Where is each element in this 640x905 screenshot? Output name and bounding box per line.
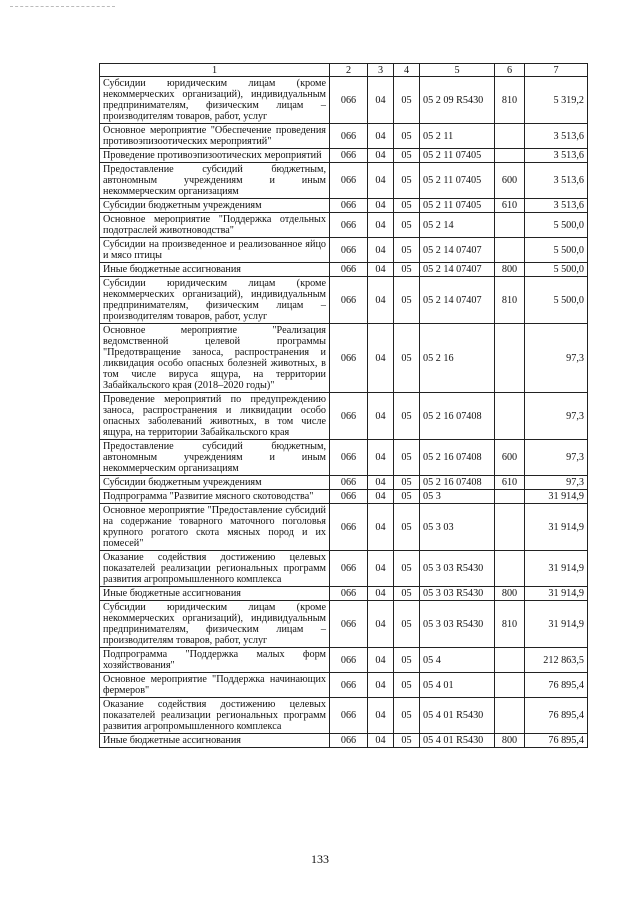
admin-code: 066 xyxy=(330,393,368,440)
amount: 3 513,6 xyxy=(525,149,588,163)
subsection-code: 05 xyxy=(394,124,420,149)
section-code: 04 xyxy=(368,124,394,149)
section-code: 04 xyxy=(368,476,394,490)
row-name: Проведение противоэпизоотических мероприятий xyxy=(100,149,330,163)
amount: 97,3 xyxy=(525,324,588,393)
subsection-code: 05 xyxy=(394,551,420,587)
target-article-code: 05 2 11 xyxy=(420,124,495,149)
subsection-code: 05 xyxy=(394,490,420,504)
section-code: 04 xyxy=(368,698,394,734)
section-code: 04 xyxy=(368,490,394,504)
amount: 5 319,2 xyxy=(525,77,588,124)
column-header: 2 xyxy=(330,64,368,77)
admin-code: 066 xyxy=(330,698,368,734)
target-article-code: 05 4 01 R5430 xyxy=(420,734,495,748)
target-article-code: 05 2 11 07405 xyxy=(420,149,495,163)
row-name: Субсидии бюджетным учреждениям xyxy=(100,476,330,490)
table-row xyxy=(100,490,588,504)
section-code: 04 xyxy=(368,587,394,601)
amount: 31 914,9 xyxy=(525,490,588,504)
expense-type-code xyxy=(495,490,525,504)
budget-table xyxy=(99,63,588,748)
section-code: 04 xyxy=(368,504,394,551)
expense-type-code xyxy=(495,551,525,587)
expense-type-code xyxy=(495,149,525,163)
amount: 97,3 xyxy=(525,440,588,476)
row-name: Субсидии юридическим лицам (кроме некоммерческих организаций), индивидуальным предпринимателям, физическим лицам – производителям товаров, работ, услуг xyxy=(100,77,330,124)
admin-code: 066 xyxy=(330,587,368,601)
expense-type-code: 800 xyxy=(495,734,525,748)
amount: 31 914,9 xyxy=(525,551,588,587)
subsection-code: 05 xyxy=(394,77,420,124)
admin-code: 066 xyxy=(330,199,368,213)
expense-type-code xyxy=(495,698,525,734)
amount: 3 513,6 xyxy=(525,199,588,213)
section-code: 04 xyxy=(368,238,394,263)
subsection-code: 05 xyxy=(394,440,420,476)
table-row xyxy=(100,504,588,551)
row-name: Основное мероприятие "Реализация ведомственной целевой программы "Предотвращение заноса, распространения и ликвидация особо опасных болезней животных, в том числе вируса ящура, на территории Забайкальского края (2018–2020 годы)" xyxy=(100,324,330,393)
subsection-code: 05 xyxy=(394,324,420,393)
row-name: Иные бюджетные ассигнования xyxy=(100,734,330,748)
column-header: 5 xyxy=(420,64,495,77)
section-code: 04 xyxy=(368,393,394,440)
amount: 212 863,5 xyxy=(525,648,588,673)
subsection-code: 05 xyxy=(394,277,420,324)
target-article-code: 05 2 14 07407 xyxy=(420,238,495,263)
row-name: Оказание содействия достижению целевых показателей реализации региональных программ развития агропромышленного комплекса xyxy=(100,698,330,734)
subsection-code: 05 xyxy=(394,263,420,277)
table-row xyxy=(100,587,588,601)
row-name: Субсидии на произведенное и реализованное яйцо и мясо птицы xyxy=(100,238,330,263)
subsection-code: 05 xyxy=(394,238,420,263)
table-row xyxy=(100,77,588,124)
table-row xyxy=(100,698,588,734)
table-body xyxy=(100,77,588,748)
expense-type-code xyxy=(495,213,525,238)
column-header: 4 xyxy=(394,64,420,77)
row-name: Оказание содействия достижению целевых показателей реализации региональных программ развития агропромышленного комплекса xyxy=(100,551,330,587)
expense-type-code xyxy=(495,324,525,393)
section-code: 04 xyxy=(368,324,394,393)
target-article-code: 05 2 14 07407 xyxy=(420,263,495,277)
target-article-code: 05 2 14 07407 xyxy=(420,277,495,324)
row-name: Предоставление субсидий бюджетным, автономным учреждениям и иным некоммерческим организациям xyxy=(100,163,330,199)
admin-code: 066 xyxy=(330,648,368,673)
admin-code: 066 xyxy=(330,149,368,163)
table-header-row xyxy=(100,64,588,77)
row-name: Проведение мероприятий по предупреждению заноса, распространения и ликвидации особо опасных заболеваний животных, в том числе ящура, на территории Забайкальского края xyxy=(100,393,330,440)
expense-type-code: 800 xyxy=(495,263,525,277)
amount: 5 500,0 xyxy=(525,238,588,263)
admin-code: 066 xyxy=(330,238,368,263)
table-row xyxy=(100,163,588,199)
admin-code: 066 xyxy=(330,324,368,393)
target-article-code: 05 3 03 R5430 xyxy=(420,551,495,587)
target-article-code: 05 2 09 R5430 xyxy=(420,77,495,124)
target-article-code: 05 3 03 R5430 xyxy=(420,601,495,648)
row-name: Субсидии бюджетным учреждениям xyxy=(100,199,330,213)
admin-code: 066 xyxy=(330,601,368,648)
table-row xyxy=(100,551,588,587)
target-article-code: 05 3 xyxy=(420,490,495,504)
column-header: 1 xyxy=(100,64,330,77)
target-article-code: 05 2 16 07408 xyxy=(420,393,495,440)
section-code: 04 xyxy=(368,734,394,748)
admin-code: 066 xyxy=(330,673,368,698)
target-article-code: 05 2 11 07405 xyxy=(420,163,495,199)
row-name: Подпрограмма "Поддержка малых форм хозяйствования" xyxy=(100,648,330,673)
expense-type-code: 810 xyxy=(495,277,525,324)
subsection-code: 05 xyxy=(394,476,420,490)
table-row xyxy=(100,238,588,263)
row-name: Субсидии юридическим лицам (кроме некоммерческих организаций), индивидуальным предпринимателям, физическим лицам – производителям товаров, работ, услуг xyxy=(100,277,330,324)
subsection-code: 05 xyxy=(394,213,420,238)
amount: 76 895,4 xyxy=(525,673,588,698)
admin-code: 066 xyxy=(330,277,368,324)
table-row xyxy=(100,648,588,673)
row-name: Основное мероприятие "Обеспечение проведения противоэпизоотических мероприятий" xyxy=(100,124,330,149)
table-row xyxy=(100,393,588,440)
subsection-code: 05 xyxy=(394,698,420,734)
admin-code: 066 xyxy=(330,734,368,748)
amount: 5 500,0 xyxy=(525,263,588,277)
row-name: Субсидии юридическим лицам (кроме некоммерческих организаций), индивидуальным предпринимателям, физическим лицам – производителям товаров, работ, услуг xyxy=(100,601,330,648)
expense-type-code xyxy=(495,648,525,673)
admin-code: 066 xyxy=(330,440,368,476)
page-number: 133 xyxy=(311,852,329,866)
expense-type-code: 600 xyxy=(495,163,525,199)
expense-type-code: 600 xyxy=(495,440,525,476)
amount: 3 513,6 xyxy=(525,124,588,149)
target-article-code: 05 3 03 R5430 xyxy=(420,587,495,601)
section-code: 04 xyxy=(368,277,394,324)
section-code: 04 xyxy=(368,199,394,213)
subsection-code: 05 xyxy=(394,673,420,698)
table-row xyxy=(100,440,588,476)
row-name: Предоставление субсидий бюджетным, автономным учреждениям и иным некоммерческим организациям xyxy=(100,440,330,476)
subsection-code: 05 xyxy=(394,504,420,551)
target-article-code: 05 3 03 xyxy=(420,504,495,551)
admin-code: 066 xyxy=(330,163,368,199)
section-code: 04 xyxy=(368,648,394,673)
subsection-code: 05 xyxy=(394,587,420,601)
row-name: Основное мероприятие "Предоставление субсидий на содержание товарного маточного поголовья крупного рогатого скота мясных пород и их помесей" xyxy=(100,504,330,551)
subsection-code: 05 xyxy=(394,163,420,199)
row-name: Подпрограмма "Развитие мясного скотоводства" xyxy=(100,490,330,504)
row-name: Иные бюджетные ассигнования xyxy=(100,263,330,277)
subsection-code: 05 xyxy=(394,393,420,440)
target-article-code: 05 2 16 07408 xyxy=(420,476,495,490)
section-code: 04 xyxy=(368,163,394,199)
expense-type-code: 610 xyxy=(495,476,525,490)
table-row xyxy=(100,213,588,238)
target-article-code: 05 2 16 07408 xyxy=(420,440,495,476)
expense-type-code: 800 xyxy=(495,587,525,601)
subsection-code: 05 xyxy=(394,648,420,673)
admin-code: 066 xyxy=(330,263,368,277)
table-row xyxy=(100,149,588,163)
admin-code: 066 xyxy=(330,490,368,504)
row-name: Основное мероприятие "Поддержка отдельных подотраслей животноводства" xyxy=(100,213,330,238)
table-row xyxy=(100,734,588,748)
table-row xyxy=(100,199,588,213)
amount: 97,3 xyxy=(525,476,588,490)
subsection-code: 05 xyxy=(394,601,420,648)
row-name: Иные бюджетные ассигнования xyxy=(100,587,330,601)
column-header: 3 xyxy=(368,64,394,77)
section-code: 04 xyxy=(368,149,394,163)
expense-type-code: 610 xyxy=(495,199,525,213)
expense-type-code: 810 xyxy=(495,77,525,124)
admin-code: 066 xyxy=(330,77,368,124)
table-row xyxy=(100,277,588,324)
section-code: 04 xyxy=(368,77,394,124)
expense-type-code xyxy=(495,238,525,263)
expense-type-code xyxy=(495,504,525,551)
target-article-code: 05 4 xyxy=(420,648,495,673)
document-page xyxy=(99,63,587,748)
admin-code: 066 xyxy=(330,551,368,587)
section-code: 04 xyxy=(368,213,394,238)
admin-code: 066 xyxy=(330,476,368,490)
admin-code: 066 xyxy=(330,504,368,551)
amount: 5 500,0 xyxy=(525,213,588,238)
section-code: 04 xyxy=(368,263,394,277)
table-row xyxy=(100,601,588,648)
subsection-code: 05 xyxy=(394,149,420,163)
column-header: 6 xyxy=(495,64,525,77)
target-article-code: 05 2 16 xyxy=(420,324,495,393)
column-header: 7 xyxy=(525,64,588,77)
amount: 5 500,0 xyxy=(525,277,588,324)
admin-code: 066 xyxy=(330,213,368,238)
amount: 31 914,9 xyxy=(525,601,588,648)
amount: 76 895,4 xyxy=(525,698,588,734)
table-row xyxy=(100,324,588,393)
expense-type-code xyxy=(495,673,525,698)
target-article-code: 05 4 01 R5430 xyxy=(420,698,495,734)
table-row xyxy=(100,124,588,149)
subsection-code: 05 xyxy=(394,734,420,748)
expense-type-code: 810 xyxy=(495,601,525,648)
section-code: 04 xyxy=(368,440,394,476)
amount: 31 914,9 xyxy=(525,504,588,551)
amount: 31 914,9 xyxy=(525,587,588,601)
section-code: 04 xyxy=(368,551,394,587)
expense-type-code xyxy=(495,124,525,149)
scan-artifact-line xyxy=(10,6,115,8)
expense-type-code xyxy=(495,393,525,440)
subsection-code: 05 xyxy=(394,199,420,213)
section-code: 04 xyxy=(368,601,394,648)
table-row xyxy=(100,673,588,698)
row-name: Основное мероприятие "Поддержка начинающих фермеров" xyxy=(100,673,330,698)
target-article-code: 05 4 01 xyxy=(420,673,495,698)
target-article-code: 05 2 11 07405 xyxy=(420,199,495,213)
section-code: 04 xyxy=(368,673,394,698)
amount: 76 895,4 xyxy=(525,734,588,748)
table-row xyxy=(100,476,588,490)
table-row xyxy=(100,263,588,277)
admin-code: 066 xyxy=(330,124,368,149)
amount: 3 513,6 xyxy=(525,163,588,199)
amount: 97,3 xyxy=(525,393,588,440)
target-article-code: 05 2 14 xyxy=(420,213,495,238)
